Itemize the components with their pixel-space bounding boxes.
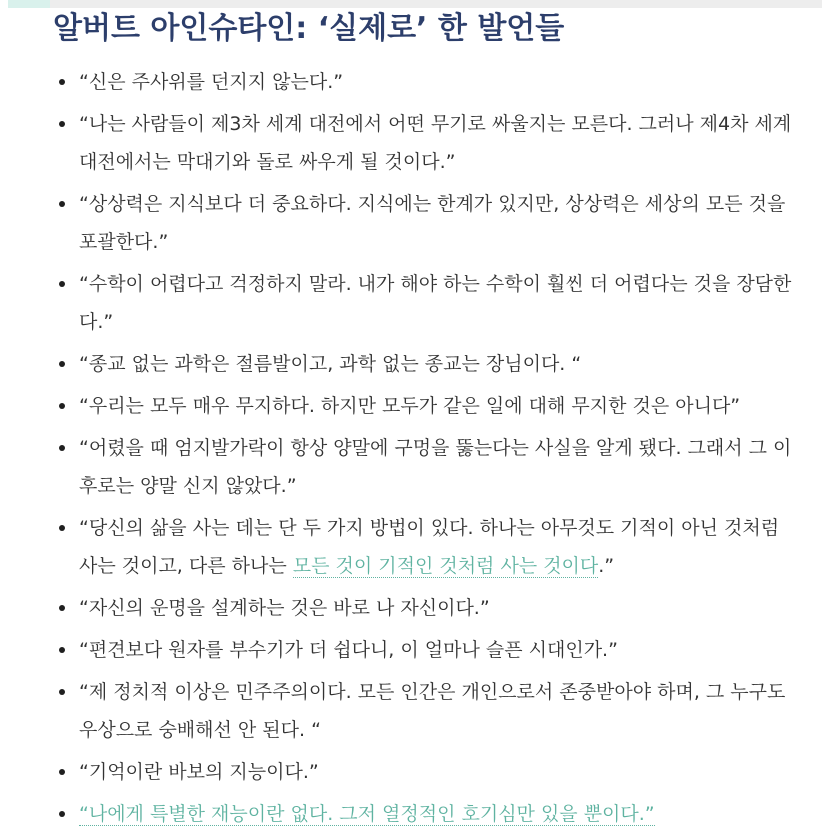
quote-text: “우리는 모두 매우 무지하다. 하지만 모두가 같은 일에 대해 무지한 것은 아니다” [79,395,741,417]
bullet-icon [59,281,65,287]
list-item [0,509,822,585]
quote-text: “기억이란 바보의 지능이다.” [79,761,319,783]
quote-text: “편견보다 원자를 부수기가 더 쉽다니, 이 얼마나 슬픈 시대인가.” [79,639,618,661]
page-title: 알버트 아인슈타인: ‘실제로’ 한 발언들 [53,11,565,46]
bullet-icon [59,647,65,653]
bullet-icon [59,689,65,695]
bullet-icon [59,525,65,531]
list-item [0,631,822,669]
list-item [0,429,822,505]
list-item [0,673,822,749]
bullet-icon [59,769,65,775]
list-item [0,265,822,341]
bullet-icon [59,121,65,127]
quote-list [0,63,822,837]
bullet-icon [59,445,65,451]
bullet-icon [59,811,65,817]
list-item [0,795,822,833]
bullet-icon [59,201,65,207]
quote-text: “상상력은 지식보다 더 중요하다. 지식에는 한계가 있지만, 상상력은 세상의 모든 것을 포괄한다.” [79,193,786,253]
bullet-icon [59,605,65,611]
quote-text: “종교 없는 과학은 절름발이고, 과학 없는 종교는 장님이다. “ [79,353,582,375]
quote-link[interactable]: 모든 것이 기적인 것처럼 사는 것이다 [292,555,599,577]
quote-text: “수학이 어렵다고 걱정하지 말라. 내가 해야 하는 수학이 훨씬 더 어렵다는 것을 장담한다.” [79,273,792,333]
quote-text: “제 정치적 이상은 민주주의이다. 모든 인간은 개인으로서 존중받아야 하며, 그 누구도 우상으로 숭배해선 안 된다. “ [79,681,786,741]
list-item [0,387,822,425]
quote-text-end: .” [598,555,615,577]
bullet-icon [59,79,65,85]
quote-text: “자신의 운명을 설계하는 것은 바로 나 자신이다.” [79,597,490,619]
quote-text: “나는 사람들이 제3차 세계 대전에서 어떤 무기로 싸울지는 모른다. 그러나 제4차 세계 대전에서는 막대기와 돌로 싸우게 될 것이다.” [79,113,792,173]
list-item [0,345,822,383]
bullet-icon [59,403,65,409]
list-item [0,185,822,261]
list-item [0,589,822,627]
bullet-icon [59,361,65,367]
quote-text: “어렸을 때 엄지발가락이 항상 양말에 구멍을 뚫는다는 사실을 알게 됐다. 그래서 그 이후로는 양말 신지 않았다.” [79,437,792,497]
quote-link[interactable]: “나에게 특별한 재능이란 없다. 그저 열정적인 호기심만 있을 뿐이다.” [79,803,655,825]
list-item [0,63,822,101]
quote-text: “당신의 삶을 사는 데는 단 두 가지 방법이 있다. 하나는 아무것도 기적이 아닌 것처럼 사는 것이고, 다른 하나는 [79,517,780,577]
quote-text: “신은 주사위를 던지지 않는다.” [79,71,344,93]
list-item [0,105,822,181]
list-item [0,753,822,791]
